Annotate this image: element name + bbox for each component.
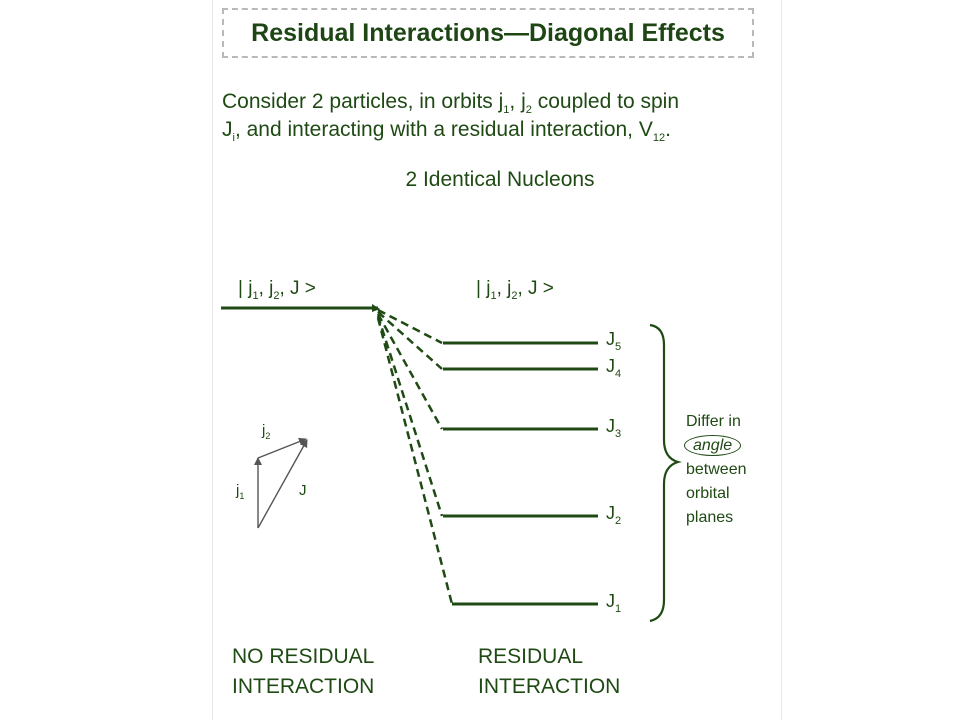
- level-name: J: [606, 416, 615, 436]
- level-name: J: [606, 329, 615, 349]
- level-sub: 3: [615, 428, 622, 440]
- level-label-j5: [606, 329, 622, 353]
- ket-part: , J >: [279, 278, 316, 299]
- ket-part: , j: [258, 278, 274, 299]
- vector-sub: 2: [265, 431, 271, 441]
- j1-vector-label: [236, 482, 244, 499]
- note-line-5: planes: [686, 509, 734, 526]
- level-label-j4: [606, 356, 622, 380]
- note-line-1: Differ in: [686, 413, 741, 430]
- ket-sub: 2: [273, 290, 280, 302]
- intro-line2-b: , and interacting with a residual interaction, V: [234, 118, 653, 141]
- ket-part: , J >: [517, 278, 554, 299]
- vector-sub: 1: [239, 491, 245, 501]
- note-line-4: orbital: [686, 485, 730, 502]
- ket-part: | j: [238, 278, 253, 299]
- connector-j1: [378, 318, 452, 604]
- level-sub: 1: [615, 603, 622, 615]
- note-emphasis-angle: angle: [684, 435, 741, 456]
- angle-note: [686, 410, 776, 530]
- j2-vector-label: [262, 422, 270, 439]
- level-name: J: [606, 591, 615, 611]
- level-label-j1: [606, 591, 622, 615]
- connector-j4: [378, 312, 442, 369]
- note-line-3: between: [686, 461, 747, 478]
- ket-sub: 2: [511, 290, 518, 302]
- intro-line2-a: J: [222, 118, 233, 141]
- ket-part: , j: [496, 278, 512, 299]
- level-sub: 2: [615, 515, 622, 527]
- caption-line: INTERACTION: [232, 675, 375, 698]
- level-sub: 5: [615, 341, 622, 353]
- vector-name: J: [299, 482, 307, 499]
- level-sub: 4: [615, 368, 622, 380]
- caption-line: INTERACTION: [478, 675, 621, 698]
- level-name: J: [606, 356, 615, 376]
- level-label-j3: [606, 416, 622, 440]
- total-j-vector-label: [299, 482, 307, 499]
- connector-j3: [378, 314, 442, 429]
- no-residual-caption: [232, 642, 374, 702]
- residual-caption: [478, 642, 620, 702]
- ket-sub: 1: [490, 290, 497, 302]
- intro-line2-c: .: [665, 118, 671, 141]
- caption-line: RESIDUAL: [478, 645, 584, 668]
- ket-sub: 1: [252, 290, 259, 302]
- intro-sub-1: 1: [503, 104, 510, 116]
- intro-line1-c: coupled to spin: [531, 90, 679, 113]
- brace-icon: [650, 325, 678, 621]
- intro-sub-2: 2: [525, 104, 532, 116]
- connector-j2: [378, 316, 442, 516]
- ket-part: | j: [476, 278, 491, 299]
- intro-sub-12: 12: [652, 132, 666, 144]
- intro-line1-b: , j: [509, 90, 526, 113]
- intro-line1-a: Consider 2 particles, in orbits j: [222, 90, 504, 113]
- intro-sub-i: i: [232, 132, 235, 144]
- vector-name: j: [236, 482, 240, 499]
- caption-line: NO RESIDUAL: [232, 645, 375, 668]
- level-label-j2: [606, 503, 622, 527]
- diagram-subtitle: 2 Identical Nucleons: [405, 168, 595, 191]
- level-name: J: [606, 503, 615, 523]
- slide-title: Residual Interactions—Diagonal Effects: [251, 18, 725, 47]
- connector-j5: [378, 310, 442, 343]
- vector-name: j: [262, 422, 266, 439]
